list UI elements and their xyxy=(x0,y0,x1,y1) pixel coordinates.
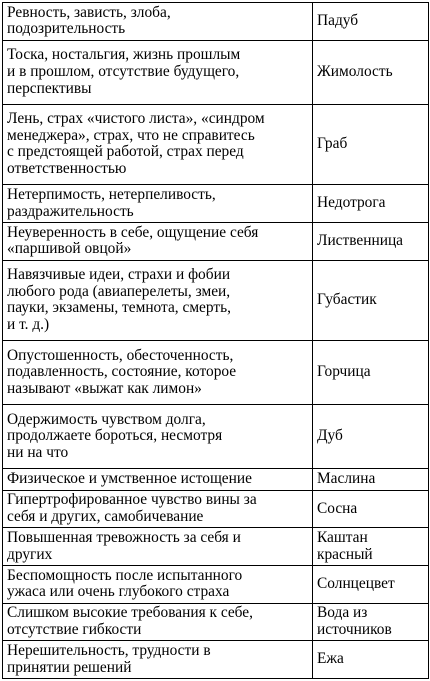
table-row xyxy=(3,40,429,104)
condition-cell: Навязчивые идеи, страхи и фобии любого рода (авиаперелеты, змеи, пауки, экзамены, темнота, смерть, и т. д.) xyxy=(3,260,313,340)
condition-cell: Нерешительность, трудности в принятии решений xyxy=(3,641,313,679)
remedy-cell: Сосна xyxy=(313,490,429,528)
remedy-cell: Вода из источников xyxy=(313,603,429,641)
condition-cell: Неуверенность в себе, ощущение себя «паршивой овцой» xyxy=(3,222,313,260)
remedy-cell: Солнцецвет xyxy=(313,565,429,603)
remedy-cell: Жимолость xyxy=(313,40,429,104)
condition-cell: Ревность, зависть, злоба, подозрительность xyxy=(3,3,313,41)
table-row xyxy=(3,104,429,184)
table-row xyxy=(3,490,429,528)
remedy-cell: Ежа xyxy=(313,641,429,679)
condition-cell: Гипертрофированное чувство вины за себя и других, самобичевание xyxy=(3,490,313,528)
remedy-cell: Губастик xyxy=(313,260,429,340)
table-row xyxy=(3,260,429,340)
condition-cell: Беспомощность после испытанного ужаса или очень глубокого страха xyxy=(3,565,313,603)
table-row xyxy=(3,603,429,641)
condition-cell: Слишком высокие требования к себе, отсутствие гибкости xyxy=(3,603,313,641)
table-row xyxy=(3,528,429,566)
condition-cell: Нетерпимость, нетерпеливость, раздражительность xyxy=(3,185,313,223)
remedy-cell: Маслина xyxy=(313,469,429,490)
remedy-cell: Каштан красный xyxy=(313,528,429,566)
table-row xyxy=(3,3,429,41)
table-row xyxy=(3,185,429,223)
table-row xyxy=(3,641,429,679)
table-row xyxy=(3,340,429,404)
table-body xyxy=(3,3,429,679)
condition-cell: Одержимость чувством долга, продолжаете бороться, несмотря ни на что xyxy=(3,405,313,469)
condition-cell: Физическое и умственное истощение xyxy=(3,469,313,490)
table-row xyxy=(3,405,429,469)
remedy-cell: Падуб xyxy=(313,3,429,41)
table-row xyxy=(3,565,429,603)
remedy-cell: Дуб xyxy=(313,405,429,469)
remedy-cell: Горчица xyxy=(313,340,429,404)
remedy-cell: Граб xyxy=(313,104,429,184)
condition-cell: Лень, страх «чистого листа», «синдром менеджера», страх, что не справитесь с предстоящей работой, страх перед ответственностью xyxy=(3,104,313,184)
condition-cell: Опустошенность, обесточенность, подавленность, состояние, которое называют «выжат как лимон» xyxy=(3,340,313,404)
remedy-cell: Лиственница xyxy=(313,222,429,260)
remedy-cell: Недотрога xyxy=(313,185,429,223)
condition-cell: Повышенная тревожность за себя и других xyxy=(3,528,313,566)
table-row xyxy=(3,222,429,260)
remedies-table xyxy=(2,2,429,679)
table-row xyxy=(3,469,429,490)
condition-cell: Тоска, ностальгия, жизнь прошлым и в прошлом, отсутствие будущего, перспективы xyxy=(3,40,313,104)
